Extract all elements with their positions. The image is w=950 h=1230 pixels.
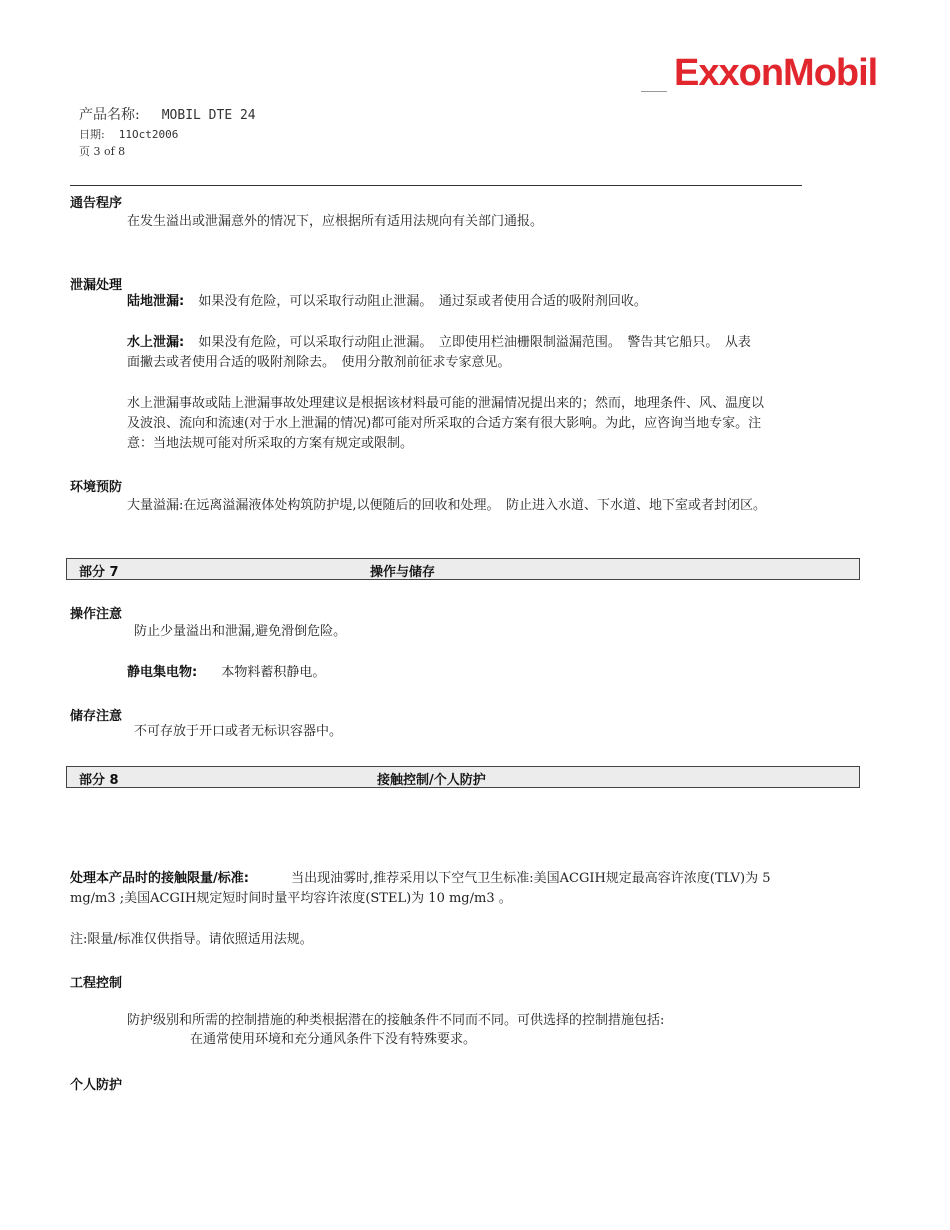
handling-title: 操作注意 xyxy=(70,607,123,622)
environment-title: 环境预防 xyxy=(70,480,123,495)
land-spill-text: 如果没有危险，可以采取行动阻止泄漏。 通过泵或者使用合适的吸附剂回收。 xyxy=(198,294,647,309)
section-8-header xyxy=(66,766,860,788)
date-value: 11Oct2006 xyxy=(118,128,179,141)
section-8-number: 部分 8 xyxy=(79,773,119,788)
spill-advice-line-3: 意：当地法规可能对所采取的方案有规定或限制。 xyxy=(127,436,414,451)
environment-text: 大量溢漏:在远离溢漏液体处构筑防护堤,以便随后的回收和处理。 防止进入水道、下水道、地下室或者封闭区。 xyxy=(127,498,767,513)
section-7-header xyxy=(66,558,860,580)
section-7-number: 部分 7 xyxy=(79,565,119,580)
water-spill-row xyxy=(127,332,751,353)
storage-text: 不可存放于开口或者无标识容器中。 xyxy=(134,724,343,739)
exposure-row xyxy=(70,868,771,889)
engineering-text: 防护级别和所需的控制措施的种类根据潜在的接触条件不同而不同。可供选择的控制措施包括: xyxy=(127,1013,665,1028)
handling-text: 防止少量溢出和泄漏,避免滑倒危险。 xyxy=(134,624,347,639)
section-7-title: 操作与储存 xyxy=(370,565,436,580)
date-row xyxy=(79,126,178,142)
land-spill-row xyxy=(127,291,647,312)
product-name-row xyxy=(79,104,256,124)
exxonmobil-logo: ExxonMobil xyxy=(674,52,878,94)
water-spill-text-1: 如果没有危险，可以采取行动阻止泄漏。 立即使用栏油栅限制溢漏范围。 警告其它船只。 从表 xyxy=(198,335,751,350)
spill-title: 泄漏处理 xyxy=(70,278,123,293)
ppe-title: 个人防护 xyxy=(70,1078,123,1093)
land-spill-label: 陆地泄漏: xyxy=(127,294,185,309)
product-name-label: 产品名称: xyxy=(79,107,140,123)
engineering-title: 工程控制 xyxy=(70,976,123,991)
spill-advice-line-2: 及波浪、流向和流速(对于水上泄漏的情况)都可能对所采取的合适方案有很大影响。为此，应咨询当地专家。注 xyxy=(127,416,762,431)
water-spill-text-2: 面撇去或者使用合适的吸附剂除去。 使用分散剂前征求专家意见。 xyxy=(127,355,511,370)
static-label: 静电集电物: xyxy=(127,665,198,680)
exposure-label: 处理本产品时的接触限量/标准: xyxy=(70,871,249,886)
spill-advice-line-1: 水上泄漏事故或陆上泄漏事故处理建议是根据该材料最可能的泄漏情况提出来的；然而，地理条件、风、温度以 xyxy=(127,396,765,411)
exposure-text-1: 当出现油雾时,推荐采用以下空气卫生标准:美国ACGIH规定最高容许浓度(TLV)为 5 xyxy=(291,871,771,886)
page-number: 页 3 of 8 xyxy=(79,145,126,158)
static-row xyxy=(127,662,325,683)
notification-title: 通告程序 xyxy=(70,196,123,211)
date-label: 日期: xyxy=(79,128,105,141)
header-divider xyxy=(70,185,802,186)
storage-title: 储存注意 xyxy=(70,709,123,724)
logo-underline xyxy=(641,91,667,92)
water-spill-label: 水上泄漏: xyxy=(127,335,185,350)
section-8-title: 接触控制/个人防护 xyxy=(377,773,486,788)
exposure-text-2: mg/m3 ;美国ACGIH规定短时间时量平均容许浓度(STEL)为 10 mg/m3 。 xyxy=(70,891,512,906)
exposure-note: 注:限量/标准仅供指导。请依照适用法规。 xyxy=(70,932,313,947)
product-name-value: MOBIL DTE 24 xyxy=(161,108,256,123)
static-text: 本物料蓄积静电。 xyxy=(221,665,326,680)
notification-text: 在发生溢出或泄漏意外的情况下，应根据所有适用法规向有关部门通报。 xyxy=(127,214,544,229)
engineering-subtext: 在通常使用环境和充分通风条件下没有特殊要求。 xyxy=(190,1032,477,1047)
